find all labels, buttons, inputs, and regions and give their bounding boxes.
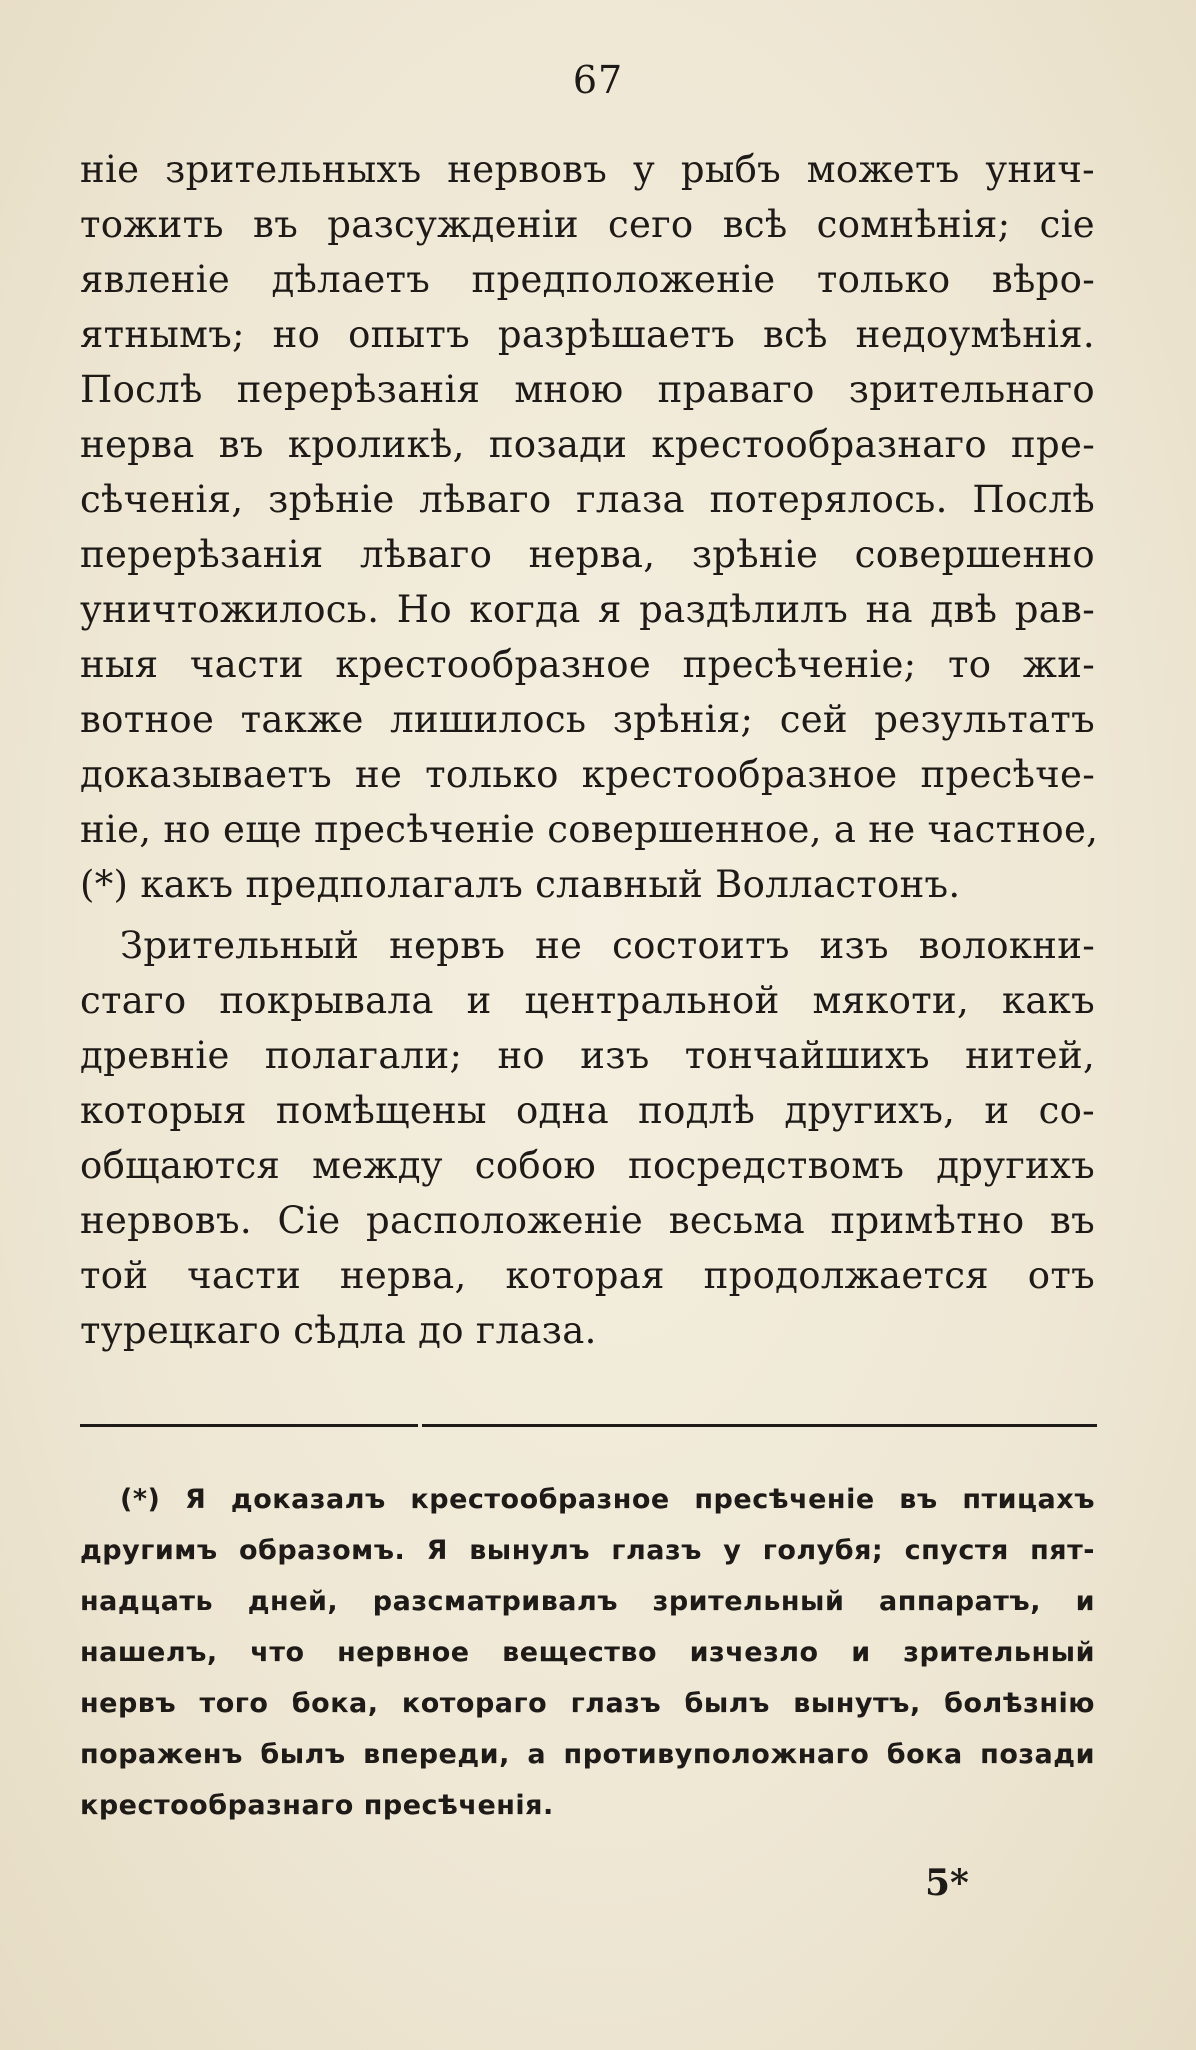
text-line: (*) какъ предполагалъ славный Волластонъ. xyxy=(80,863,961,906)
text-line: доказываетъ не только крестообразное пресѣче- xyxy=(80,753,1095,796)
text-line: ныя части крестообразное пресѣченіе; то жи- xyxy=(80,643,1095,686)
footnote-line: пораженъ былъ впереди, а противуположнаго бока позади xyxy=(80,1739,1095,1770)
text-line: сѣченія, зрѣніе лѣваго глаза потерялось. Послѣ xyxy=(80,478,1095,521)
rule-gap xyxy=(418,1420,422,1430)
text-line: тожить въ разсужденіи сего всѣ сомнѣнія; сіе xyxy=(80,203,1095,246)
text-line: той части нерва, которая продолжается отъ xyxy=(80,1254,1095,1297)
text-line: явленіе дѣлаетъ предположеніе только вѣро- xyxy=(80,258,1095,301)
text-line: ніе, но еще пресѣченіе совершенное, а не частное, xyxy=(80,808,1099,851)
text-line: перерѣзанія лѣваго нерва, зрѣніе совершенно xyxy=(80,533,1095,576)
footnote-separator-rule xyxy=(80,1424,1097,1427)
page-number: 67 xyxy=(572,58,624,102)
text-line: вотное также лишилось зрѣнія; сей результатъ xyxy=(80,698,1095,741)
text-line: Послѣ перерѣзанія мною праваго зрительнаго xyxy=(80,368,1095,411)
text-line: уничтожилось. Но когда я раздѣлилъ на двѣ рав- xyxy=(80,588,1095,631)
footnote-line: нервъ того бока, котораго глазъ былъ вынутъ, болѣзнію xyxy=(80,1688,1095,1719)
main-paragraph-1 xyxy=(80,142,1099,912)
text-line: общаются между собою посредствомъ другихъ xyxy=(80,1144,1095,1187)
text-line: древніе полагали; но изъ тончайшихъ нитей, xyxy=(80,1034,1095,1077)
text-line: стаго покрывала и центральной мякоти, какъ xyxy=(80,979,1095,1022)
text-line: нервовъ. Сіе расположеніе весьма примѣтно въ xyxy=(80,1199,1095,1242)
main-paragraph-2 xyxy=(80,918,1095,1358)
text-line: которыя помѣщены одна подлѣ другихъ, и со- xyxy=(80,1089,1095,1132)
footnote-line: надцать дней, разсматривалъ зрительный аппаратъ, и xyxy=(80,1586,1095,1617)
signature-mark: 5* xyxy=(925,1862,969,1904)
text-line: нерва въ кроликѣ, позади крестообразнаго пре- xyxy=(80,423,1095,466)
footnote-line: нашелъ, что нервное вещество изчезло и зрительный xyxy=(80,1637,1095,1668)
footnote-line: другимъ образомъ. Я вынулъ глазъ у голубя; спустя пят- xyxy=(80,1535,1095,1566)
text-line: Зрительный нервъ не состоитъ изъ волокни- xyxy=(120,924,1095,967)
text-line: турецкаго сѣдла до глаза. xyxy=(80,1309,597,1352)
footnote xyxy=(80,1474,1095,1831)
footnote-line: крестообразнаго пресѣченія. xyxy=(80,1790,554,1821)
text-line: ніе зрительныхъ нервовъ у рыбъ можетъ унич- xyxy=(80,148,1095,191)
footnote-line: (*) Я доказалъ крестообразное пресѣченіе въ птицахъ xyxy=(120,1484,1095,1515)
text-line: ятнымъ; но опытъ разрѣшаетъ всѣ недоумѣнія. xyxy=(80,313,1095,356)
